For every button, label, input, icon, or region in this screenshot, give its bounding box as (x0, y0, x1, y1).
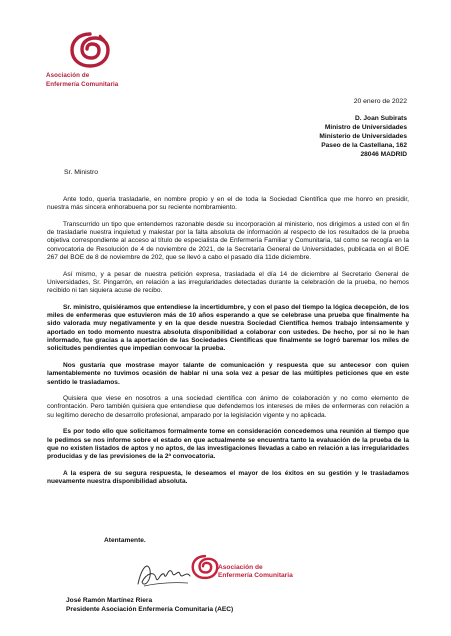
letter-body (47, 196, 409, 495)
logo-text-line2: Enfermería Comunitaria (46, 81, 119, 88)
paragraph: Transcurrido un tipo que entendemos razonable desde su incorporación al ministerio, nos dirigimos a usted con el fin de trasladarle nuestra inquietud y malestar por la falta absoluta de información al respecto de los resultados de la prueba objetiva correspondiente al acceso al título de especialista de Enfermería Familiar y Comunitaria, tal como se recogía en la convocatoria de Resolución de 4 de noviembre de 2021, de la Secretaría General de Universidades, publicada en el BOE 267 del BOE de 8 de noviembre de 202, que se llevó a cabo el pasado día 11de diciembre. (47, 220, 409, 262)
signer-block (66, 596, 233, 614)
stamp-text-line1: Asociación de (218, 564, 263, 571)
signer-name: José Ramón Martínez Riera (66, 597, 153, 604)
recipient-line: Ministerio de Universidades (319, 133, 407, 140)
spiral-logo-icon (68, 30, 112, 70)
paragraph: Así mismo, y a pesar de nuestra petición expresa, trasladada el día 14 de diciembre al Secretario General de Universidades, Sr. Pingarrón, en relación a las irregularidades detectadas durante la celebración de la prueba, no hemos recibido ni tan siquiera acuse de recibo. (47, 270, 409, 295)
stamp-text-line2: Enfermería Comunitaria (218, 571, 293, 579)
recipient-line: D. Joan Subirats (354, 115, 407, 122)
recipient-line: Ministro de Universidades (324, 124, 407, 131)
recipient-address (319, 114, 407, 159)
letter-date: 20 enero de 2022 (353, 98, 407, 105)
paragraph: Ante todo, quería trasladarle, en nombre propio y en el de toda la Sociedad Científica que me honro en presidir, nuestra más sincera enhorabuena por su reciente nombramiento. (47, 196, 409, 212)
salutation: Sr. Ministro (64, 169, 98, 176)
closing: Atentamente. (104, 537, 146, 544)
recipient-line: Paseo de la Castellana, 162 (321, 142, 407, 149)
paragraph: Nos gustaría que mostrase mayor talante de comunicación y respuesta que su antecesor con quien lamentablemente no tuvimos ocasión de hablar ni una sola vez a pesar de las múltiples peticiones que en este sentido le trasladamos. (47, 361, 409, 386)
aec-logo (46, 30, 136, 88)
recipient-line: 28046 MADRID (360, 151, 407, 158)
handwritten-signature-icon (134, 556, 194, 594)
paragraph: Sr. ministro, quisiéramos que entendiese la incertidumbre, y con el paso del tiempo la lógica decepción, de los miles de enfermeras que estuvieron más de 10 años esperando a que se celebrase una prueba que finalmente ha sido valorada muy negativamente y en la que desde nuestra Sociedad Científica hemos trabajo intensamente y aportado en todo momento nuestra absoluta disponibilidad a colaborar con ustedes. De hecho, por si no le han informado, fue gracias a la aportación de las Sociedades Científicas que finalmente se logró baremar los miles de solicitudes pendientes que impedían convocar la prueba. (47, 303, 409, 353)
signer-title: Presidente Asociación Enfermería Comunitaria (AEC) (66, 606, 234, 613)
paragraph: Es por todo ello que solicitamos formalmente tome en consideración concedemos una reunión al tiempo que le pedimos se nos informe sobre el estado en que actualmente se encuentra tanto la evaluación de la prueba de la que no existen listados de aptos y no aptos, de las investigaciones llevadas a cabo en relación a las irregularidades producidas y de las previsiones de la 2ª convocatoria. (47, 428, 409, 461)
paragraph: Quisiera que viese en nosotros a una sociedad científica con ánimo de colaboración y no como elemento de confrontación. Pero también quisiera que entendiese que defendemos los intereses de miles de enfermeras con relación a su legítimo derecho de desarrollo profesional, amparado por la legislación vigente y no aplicada. (47, 395, 409, 419)
logo-text-line1: Asociación de (46, 72, 90, 79)
paragraph: A la espera de su segura respuesta, le deseamos el mayor de los éxitos en su gestión y le trasladamos nuevamente nuestra disponibilidad absoluta. (47, 469, 409, 486)
association-stamp-icon (190, 552, 220, 582)
stamp-text (218, 564, 293, 579)
